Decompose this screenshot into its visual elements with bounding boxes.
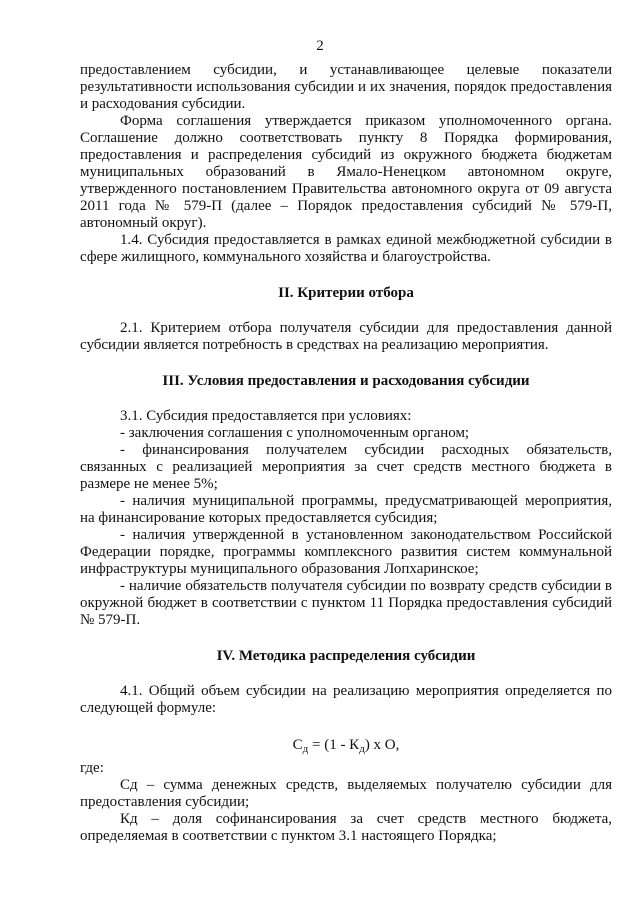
formula-k-subscript: д — [359, 743, 365, 755]
paragraph-agreement-form: Форма соглашения утверждается приказом уполномоченного органа. Соглашение должно соответствовать пункту 8 Порядка формирования, предоставления и распределения субсидий из окружного бюджета бюджетам муниципальных образований в Ямало-Ненецком автономном округе, утвержденного постановлением Правительства автономного округа от 09 августа 2011 года № 579-П (далее – Порядок предоставления субсидий № 579-П, автономный округ). — [80, 113, 612, 231]
condition-item: - наличия муниципальной программы, предусматривающей мероприятия, на финансирование которых предоставляется субсидия; — [80, 493, 612, 526]
document-body — [80, 62, 612, 845]
formula-c: С — [292, 737, 303, 753]
definition-kd: Кд – доля софинансирования за счет средств местного бюджета, определяемая в соответствии с пунктом 3.1 настоящего Порядка; — [80, 811, 612, 844]
condition-item: - наличие обязательств получателя субсидии по возврату средств субсидии в окружной бюджет в соответствии с пунктом 11 Порядка предоставления субсидий № 579-П. — [80, 578, 612, 628]
subsidy-formula — [80, 737, 612, 754]
paragraph-1-4: 1.4. Субсидия предоставляется в рамках единой межбюджетной субсидии в сфере жилищного, коммунального хозяйства и благоустройства. — [80, 232, 612, 265]
page-number: 2 — [316, 38, 324, 54]
where-label: где: — [80, 760, 104, 776]
condition-item: - финансирования получателем субсидии расходных обязательств, связанных с реализацией мероприятия за счет средств местного бюджета в размере не менее 5%; — [80, 442, 612, 492]
section-heading-criteria: II. Критерии отбора — [278, 285, 414, 301]
section-heading-methodology: IV. Методика распределения субсидии — [216, 648, 476, 664]
paragraph-continuation: предоставлением субсидии, и устанавливающее целевые показатели результативности использования субсидии и их значения, порядок предоставления и расходования субсидии. — [80, 62, 612, 112]
formula-c-subscript: д — [302, 743, 309, 755]
formula-tail: ) х О, — [364, 737, 400, 753]
paragraph-3-1: 3.1. Субсидия предоставляется при условиях: — [120, 408, 412, 424]
paragraph-2-1: 2.1. Критерием отбора получателя субсидии для предоставления данной субсидии является потребность в средствах на реализацию мероприятия. — [80, 320, 612, 353]
condition-item: - заключения соглашения с уполномоченным органом; — [120, 425, 470, 441]
condition-item: - наличия утвержденной в установленном законодательством Российской Федерации порядке, программы комплексного развития систем коммунальной инфраструктуры муниципального образования Лопхаринское; — [80, 527, 612, 577]
paragraph-4-1: 4.1. Общий объем субсидии на реализацию мероприятия определяется по следующей формуле: — [80, 683, 612, 716]
definition-cd: Сд – сумма денежных средств, выделяемых получателю субсидии для предоставления субсидии; — [80, 777, 612, 810]
formula-middle: = (1 - К — [308, 737, 360, 753]
section-heading-conditions: III. Условия предоставления и расходования субсидии — [162, 373, 530, 389]
